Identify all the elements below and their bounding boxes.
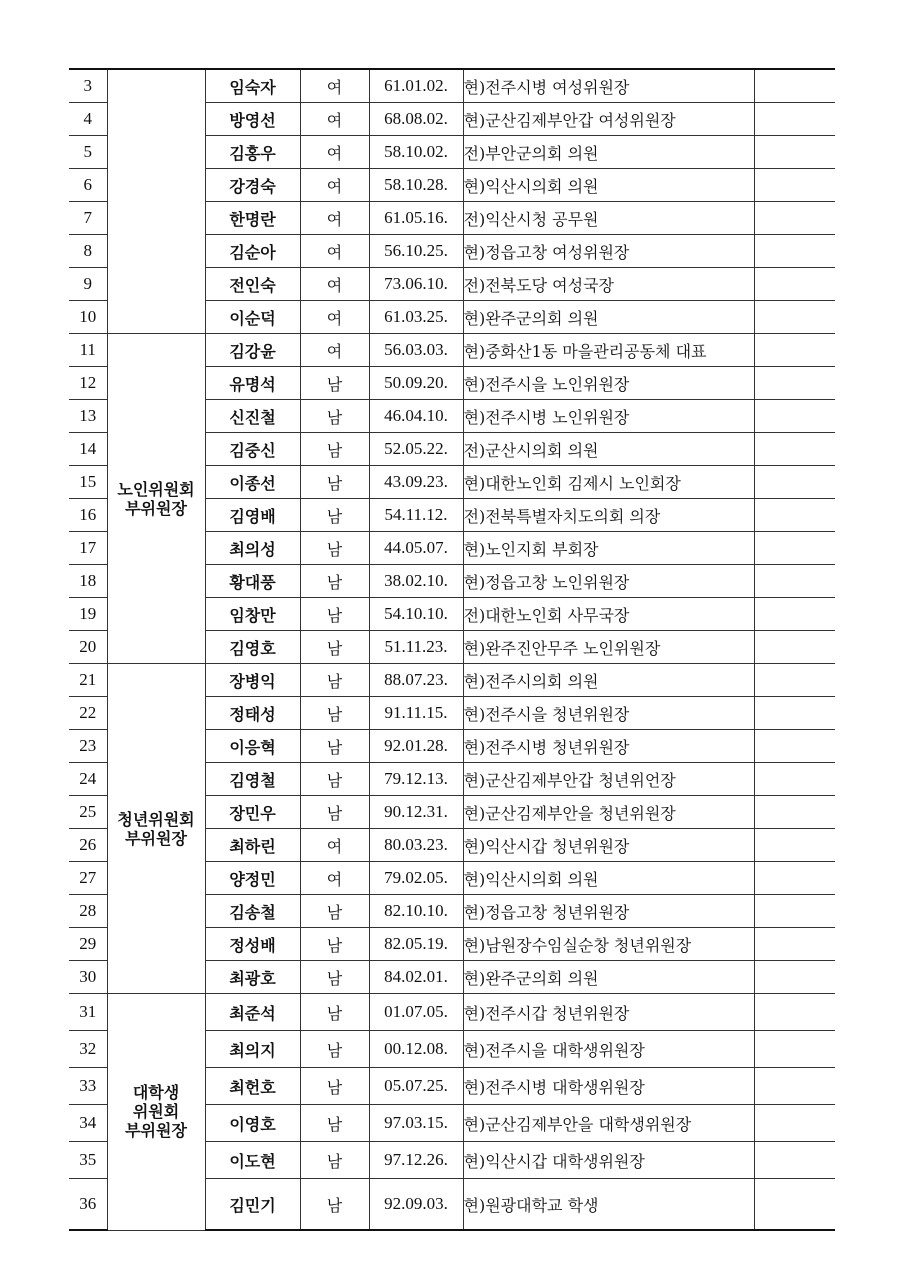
row-number: 7 [69,202,107,235]
note-cell [754,532,835,565]
member-name: 장병익 [205,664,300,697]
member-sex: 남 [300,598,369,631]
member-sex: 남 [300,532,369,565]
member-sex: 남 [300,400,369,433]
member-career: 전)대한노인회 사무국장 [463,598,754,631]
member-name: 김순아 [205,235,300,268]
member-career: 현)군산김제부안을 청년위원장 [463,796,754,829]
member-sex: 남 [300,466,369,499]
row-number: 3 [69,69,107,103]
member-name: 전인숙 [205,268,300,301]
member-birthdate: 82.05.19. [369,928,463,961]
member-name: 장민우 [205,796,300,829]
note-cell [754,69,835,103]
member-career: 현)전주시을 청년위원장 [463,697,754,730]
row-number: 20 [69,631,107,664]
member-career: 현)전주시을 대학생위원장 [463,1031,754,1068]
member-sex: 남 [300,631,369,664]
member-name: 유명석 [205,367,300,400]
note-cell [754,367,835,400]
member-name: 최하린 [205,829,300,862]
note-cell [754,466,835,499]
member-name: 정태성 [205,697,300,730]
member-career: 현)군산김제부안갑 여성위원장 [463,103,754,136]
member-name: 최준석 [205,994,300,1031]
member-career: 현)전주시병 여성위원장 [463,69,754,103]
table-row [69,994,835,1031]
note-cell [754,895,835,928]
member-birthdate: 54.10.10. [369,598,463,631]
row-number: 14 [69,433,107,466]
roster-body [69,69,835,1230]
member-birthdate: 43.09.23. [369,466,463,499]
note-cell [754,730,835,763]
member-career: 현)원광대학교 학생 [463,1179,754,1231]
member-name: 김영호 [205,631,300,664]
member-birthdate: 52.05.22. [369,433,463,466]
member-name: 김영배 [205,499,300,532]
member-career: 현)전주시병 대학생위원장 [463,1068,754,1105]
member-career: 현)남원장수임실순창 청년위원장 [463,928,754,961]
row-number: 36 [69,1179,107,1231]
member-sex: 남 [300,664,369,697]
member-sex: 여 [300,301,369,334]
member-sex: 남 [300,1179,369,1231]
note-cell [754,202,835,235]
member-career: 현)정읍고창 여성위원장 [463,235,754,268]
member-name: 정성배 [205,928,300,961]
note-cell [754,1179,835,1231]
member-career: 현)익산시의회 의원 [463,862,754,895]
member-sex: 여 [300,69,369,103]
note-cell [754,1031,835,1068]
position-cell: 청년위원회 부위원장 [107,664,205,994]
member-career: 현)익산시의회 의원 [463,169,754,202]
position-cell: 대학생 위원회 부위원장 [107,994,205,1231]
member-career: 전)익산시청 공무원 [463,202,754,235]
position-cell [107,69,205,334]
member-birthdate: 91.11.15. [369,697,463,730]
member-sex: 남 [300,433,369,466]
row-number: 21 [69,664,107,697]
member-name: 김강윤 [205,334,300,367]
member-name: 최의성 [205,532,300,565]
row-number: 35 [69,1142,107,1179]
member-birthdate: 97.03.15. [369,1105,463,1142]
note-cell [754,697,835,730]
row-number: 16 [69,499,107,532]
member-name: 강경숙 [205,169,300,202]
member-name: 이영호 [205,1105,300,1142]
member-career: 현)중화산1동 마을관리공동체 대표 [463,334,754,367]
member-sex: 남 [300,499,369,532]
member-career: 현)완주군의회 의원 [463,961,754,994]
row-number: 34 [69,1105,107,1142]
member-birthdate: 84.02.01. [369,961,463,994]
member-sex: 여 [300,136,369,169]
member-career: 전)부안군의회 의원 [463,136,754,169]
member-name: 최광호 [205,961,300,994]
row-number: 30 [69,961,107,994]
row-number: 26 [69,829,107,862]
row-number: 18 [69,565,107,598]
position-cell: 노인위원회 부위원장 [107,334,205,664]
member-birthdate: 90.12.31. [369,796,463,829]
member-career: 현)익산시갑 대학생위원장 [463,1142,754,1179]
note-cell [754,1068,835,1105]
member-birthdate: 79.02.05. [369,862,463,895]
member-career: 현)완주군의회 의원 [463,301,754,334]
member-name: 최헌호 [205,1068,300,1105]
note-cell [754,565,835,598]
member-birthdate: 58.10.28. [369,169,463,202]
member-birthdate: 80.03.23. [369,829,463,862]
row-number: 33 [69,1068,107,1105]
member-sex: 남 [300,730,369,763]
member-career: 현)전주시병 청년위원장 [463,730,754,763]
member-career: 현)정읍고창 노인위원장 [463,565,754,598]
member-sex: 여 [300,829,369,862]
member-name: 김중신 [205,433,300,466]
member-name: 김송철 [205,895,300,928]
member-career: 현)전주시갑 청년위원장 [463,994,754,1031]
member-career: 현)노인지회 부회장 [463,532,754,565]
member-birthdate: 46.04.10. [369,400,463,433]
member-name: 방영선 [205,103,300,136]
member-career: 현)전주시의회 의원 [463,664,754,697]
member-name: 이응혁 [205,730,300,763]
member-birthdate: 44.05.07. [369,532,463,565]
member-name: 김영철 [205,763,300,796]
member-sex: 남 [300,565,369,598]
member-birthdate: 92.01.28. [369,730,463,763]
member-sex: 여 [300,334,369,367]
note-cell [754,631,835,664]
row-number: 11 [69,334,107,367]
member-birthdate: 68.08.02. [369,103,463,136]
row-number: 12 [69,367,107,400]
member-name: 임숙자 [205,69,300,103]
member-career: 전)전북특별자치도의회 의장 [463,499,754,532]
note-cell [754,928,835,961]
table-row [69,334,835,367]
note-cell [754,763,835,796]
member-career: 현)정읍고창 청년위원장 [463,895,754,928]
member-sex: 남 [300,697,369,730]
member-name: 양정민 [205,862,300,895]
note-cell [754,334,835,367]
member-birthdate: 61.01.02. [369,69,463,103]
row-number: 4 [69,103,107,136]
note-cell [754,136,835,169]
member-birthdate: 61.05.16. [369,202,463,235]
member-name: 황대풍 [205,565,300,598]
member-name: 이도현 [205,1142,300,1179]
member-sex: 여 [300,202,369,235]
member-birthdate: 73.06.10. [369,268,463,301]
note-cell [754,664,835,697]
member-birthdate: 56.03.03. [369,334,463,367]
member-sex: 여 [300,268,369,301]
note-cell [754,994,835,1031]
member-sex: 남 [300,367,369,400]
row-number: 22 [69,697,107,730]
row-number: 17 [69,532,107,565]
row-number: 5 [69,136,107,169]
table-row [69,664,835,697]
member-sex: 여 [300,103,369,136]
note-cell [754,433,835,466]
member-birthdate: 01.07.05. [369,994,463,1031]
member-name: 이종선 [205,466,300,499]
member-roster-table [69,68,835,1231]
row-number: 10 [69,301,107,334]
note-cell [754,829,835,862]
row-number: 8 [69,235,107,268]
member-birthdate: 05.07.25. [369,1068,463,1105]
member-birthdate: 97.12.26. [369,1142,463,1179]
member-career: 현)전주시을 노인위원장 [463,367,754,400]
member-name: 한명란 [205,202,300,235]
note-cell [754,400,835,433]
member-sex: 남 [300,961,369,994]
note-cell [754,1105,835,1142]
member-birthdate: 00.12.08. [369,1031,463,1068]
note-cell [754,598,835,631]
member-sex: 남 [300,928,369,961]
row-number: 19 [69,598,107,631]
note-cell [754,169,835,202]
member-career: 현)군산김제부안갑 청년위언장 [463,763,754,796]
note-cell [754,1142,835,1179]
member-name: 최의지 [205,1031,300,1068]
note-cell [754,268,835,301]
note-cell [754,796,835,829]
note-cell [754,862,835,895]
table-row [69,69,835,103]
member-career: 현)대한노인회 김제시 노인회장 [463,466,754,499]
member-sex: 남 [300,1105,369,1142]
row-number: 32 [69,1031,107,1068]
note-cell [754,235,835,268]
member-birthdate: 82.10.10. [369,895,463,928]
row-number: 27 [69,862,107,895]
member-sex: 남 [300,1068,369,1105]
row-number: 23 [69,730,107,763]
member-birthdate: 51.11.23. [369,631,463,664]
member-sex: 남 [300,763,369,796]
member-sex: 남 [300,1031,369,1068]
member-birthdate: 50.09.20. [369,367,463,400]
member-birthdate: 56.10.25. [369,235,463,268]
note-cell [754,301,835,334]
member-birthdate: 92.09.03. [369,1179,463,1231]
member-birthdate: 38.02.10. [369,565,463,598]
member-sex: 남 [300,994,369,1031]
row-number: 13 [69,400,107,433]
note-cell [754,103,835,136]
member-name: 이순덕 [205,301,300,334]
row-number: 24 [69,763,107,796]
member-career: 현)전주시병 노인위원장 [463,400,754,433]
member-name: 신진철 [205,400,300,433]
member-name: 임창만 [205,598,300,631]
member-sex: 남 [300,895,369,928]
row-number: 31 [69,994,107,1031]
row-number: 9 [69,268,107,301]
member-name: 김홍우 [205,136,300,169]
member-career: 현)군산김제부안을 대학생위원장 [463,1105,754,1142]
member-birthdate: 79.12.13. [369,763,463,796]
row-number: 15 [69,466,107,499]
row-number: 25 [69,796,107,829]
row-number: 28 [69,895,107,928]
member-birthdate: 58.10.02. [369,136,463,169]
member-career: 현)완주진안무주 노인위원장 [463,631,754,664]
note-cell [754,499,835,532]
member-sex: 여 [300,862,369,895]
member-birthdate: 88.07.23. [369,664,463,697]
row-number: 6 [69,169,107,202]
member-birthdate: 54.11.12. [369,499,463,532]
member-career: 전)전북도당 여성국장 [463,268,754,301]
row-number: 29 [69,928,107,961]
note-cell [754,961,835,994]
member-sex: 남 [300,796,369,829]
member-sex: 남 [300,1142,369,1179]
member-sex: 여 [300,235,369,268]
member-sex: 여 [300,169,369,202]
member-career: 현)익산시갑 청년위원장 [463,829,754,862]
member-birthdate: 61.03.25. [369,301,463,334]
member-career: 전)군산시의회 의원 [463,433,754,466]
member-name: 김민기 [205,1179,300,1231]
